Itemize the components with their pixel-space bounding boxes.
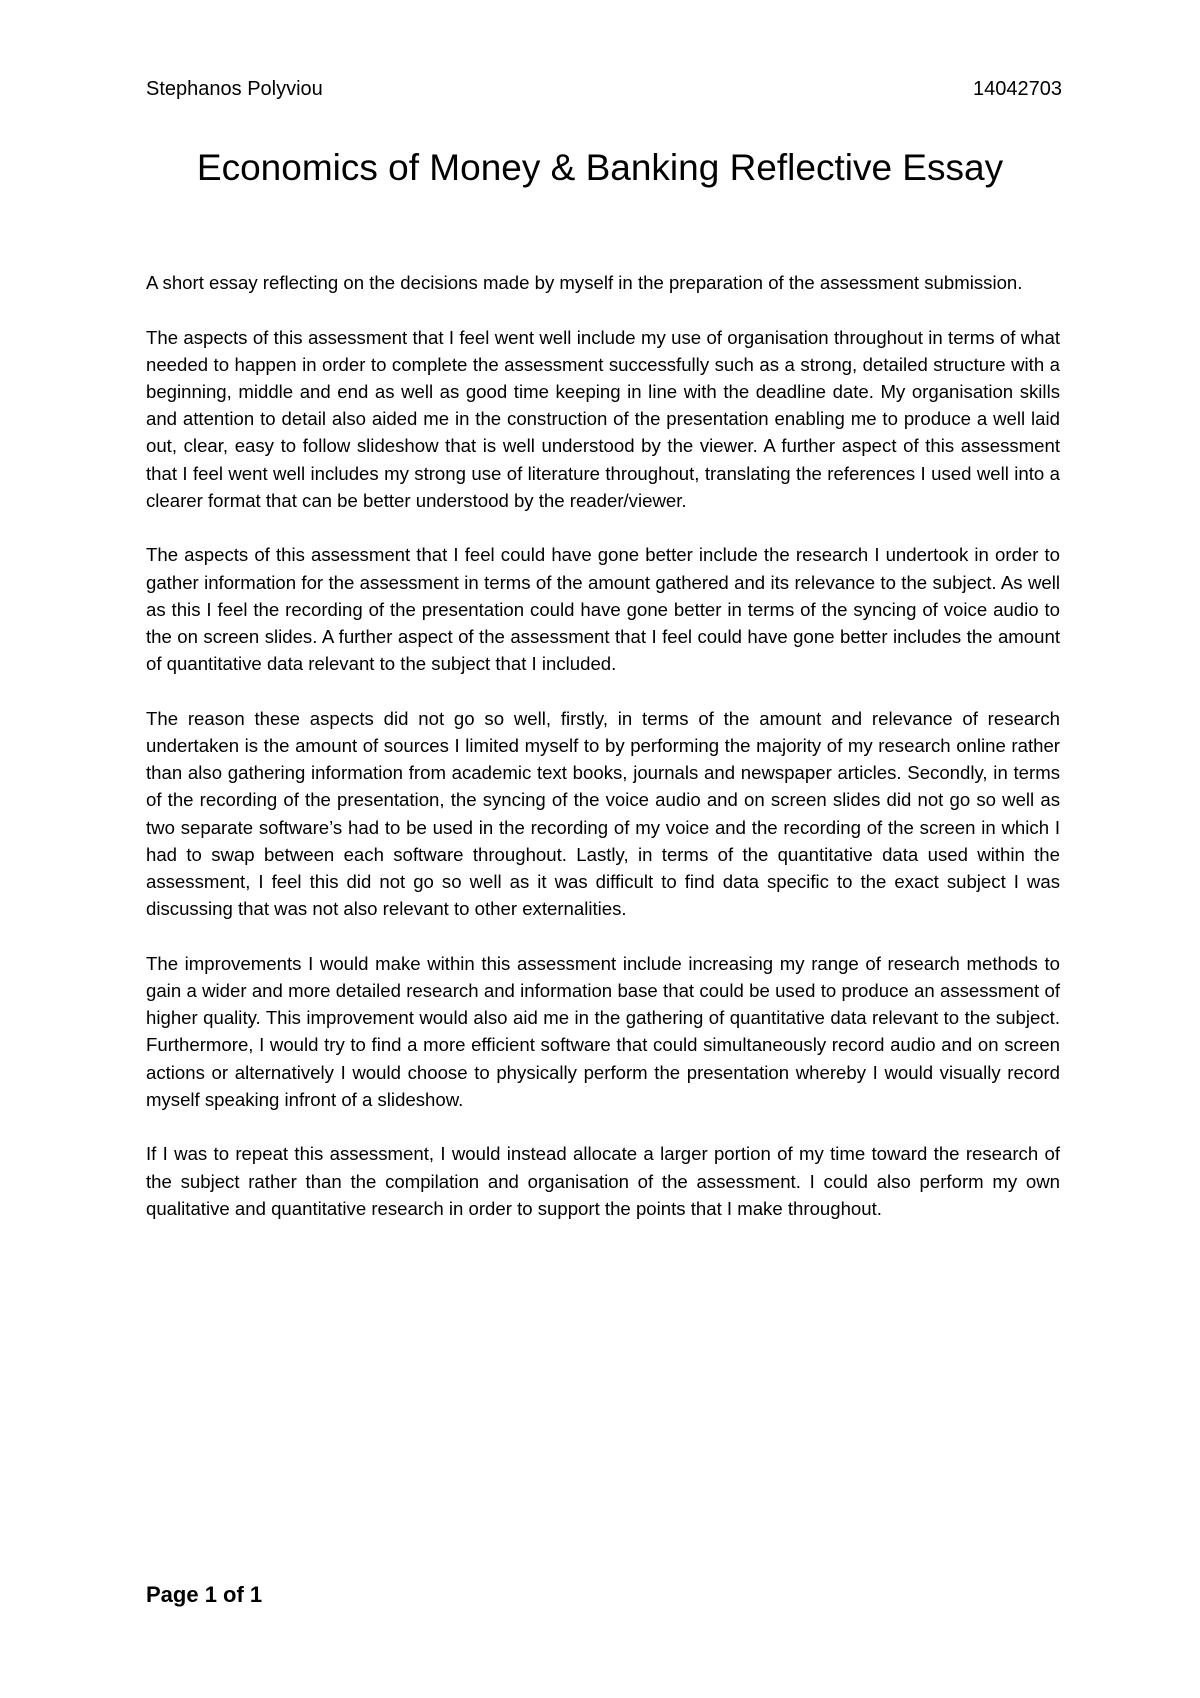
paragraph-could-be-better: The aspects of this assessment that I feel could have gone better include the research I undertook in order to gather information for the assessment in terms of the amount gathered and its relevance to the subject. As well as this I feel the recording of the presentation could have gone better in terms of the syncing of voice audio to the on screen slides. A further aspect of the assessment that I feel could have gone better includes the amount of quantitative data relevant to the subject that I included.: [146, 544, 1060, 675]
paragraph-went-well: The aspects of this assessment that I feel went well include my use of organisation throughout in terms of what needed to happen in order to complete the assessment successfully such as a strong, detailed structure with a beginning, middle and end as well as good time keeping in line with the deadline date. My organisation skills and attention to detail also aided me in the construction of the presentation enabling me to produce a well laid out, clear, easy to follow slideshow that is well understood by the viewer. A further aspect of this assessment that I feel went well includes my strong use of literature throughout, translating the references I used well into a clearer format that can be better understood by the reader/viewer.: [146, 326, 1060, 511]
paragraph-reasons: The reason these aspects did not go so well, firstly, in terms of the amount and relevance of research undertaken is the amount of sources I limited myself to by performing the majority of my research online rather than also gathering information from academic text books, journals and newspaper articles. Secondly, in terms of the recording of the presentation, the syncing of the voice audio and on screen slides did not go so well as two separate software’s had to be used in the recording of my voice and the recording of the screen in which I had to swap between each software throughout. Lastly, in terms of the quantitative data used within the assessment, I feel this did not go so well as it was difficult to find data specific to the exact subject I was discussing that was not also relevant to other externalities.: [146, 707, 1060, 920]
page-header: [146, 74, 1062, 104]
paragraph-repeat: If I was to repeat this assessment, I would instead allocate a larger portion of my time toward the research of the subject rather than the compilation and organisation of the assessment. I could also perform my own qualitative and quantitative research in order to support the points that I make throughout.: [146, 1143, 1060, 1219]
essay-body: [146, 269, 1060, 1249]
paragraph-improvements: The improvements I would make within this assessment include increasing my range of research methods to gain a wider and more detailed research and information base that could be used to produce an assessment of higher quality. This improvement would also aid me in the gathering of quantitative data relevant to the subject. Furthermore, I would try to find a more efficient software that could simultaneously record audio and on screen actions or alternatively I would choose to physically perform the presentation whereby I would visually record myself speaking infront of a slideshow.: [146, 952, 1060, 1110]
paragraph-intro: A short essay reflecting on the decisions made by myself in the preparation of the assessment submission.: [146, 272, 1023, 293]
document-title: Economics of Money & Banking Reflective Essay: [196, 147, 1004, 188]
student-id: 14042703: [973, 77, 1062, 100]
author-name: Stephanos Polyviou: [146, 77, 323, 100]
page-number: Page 1 of 1: [146, 1582, 263, 1607]
